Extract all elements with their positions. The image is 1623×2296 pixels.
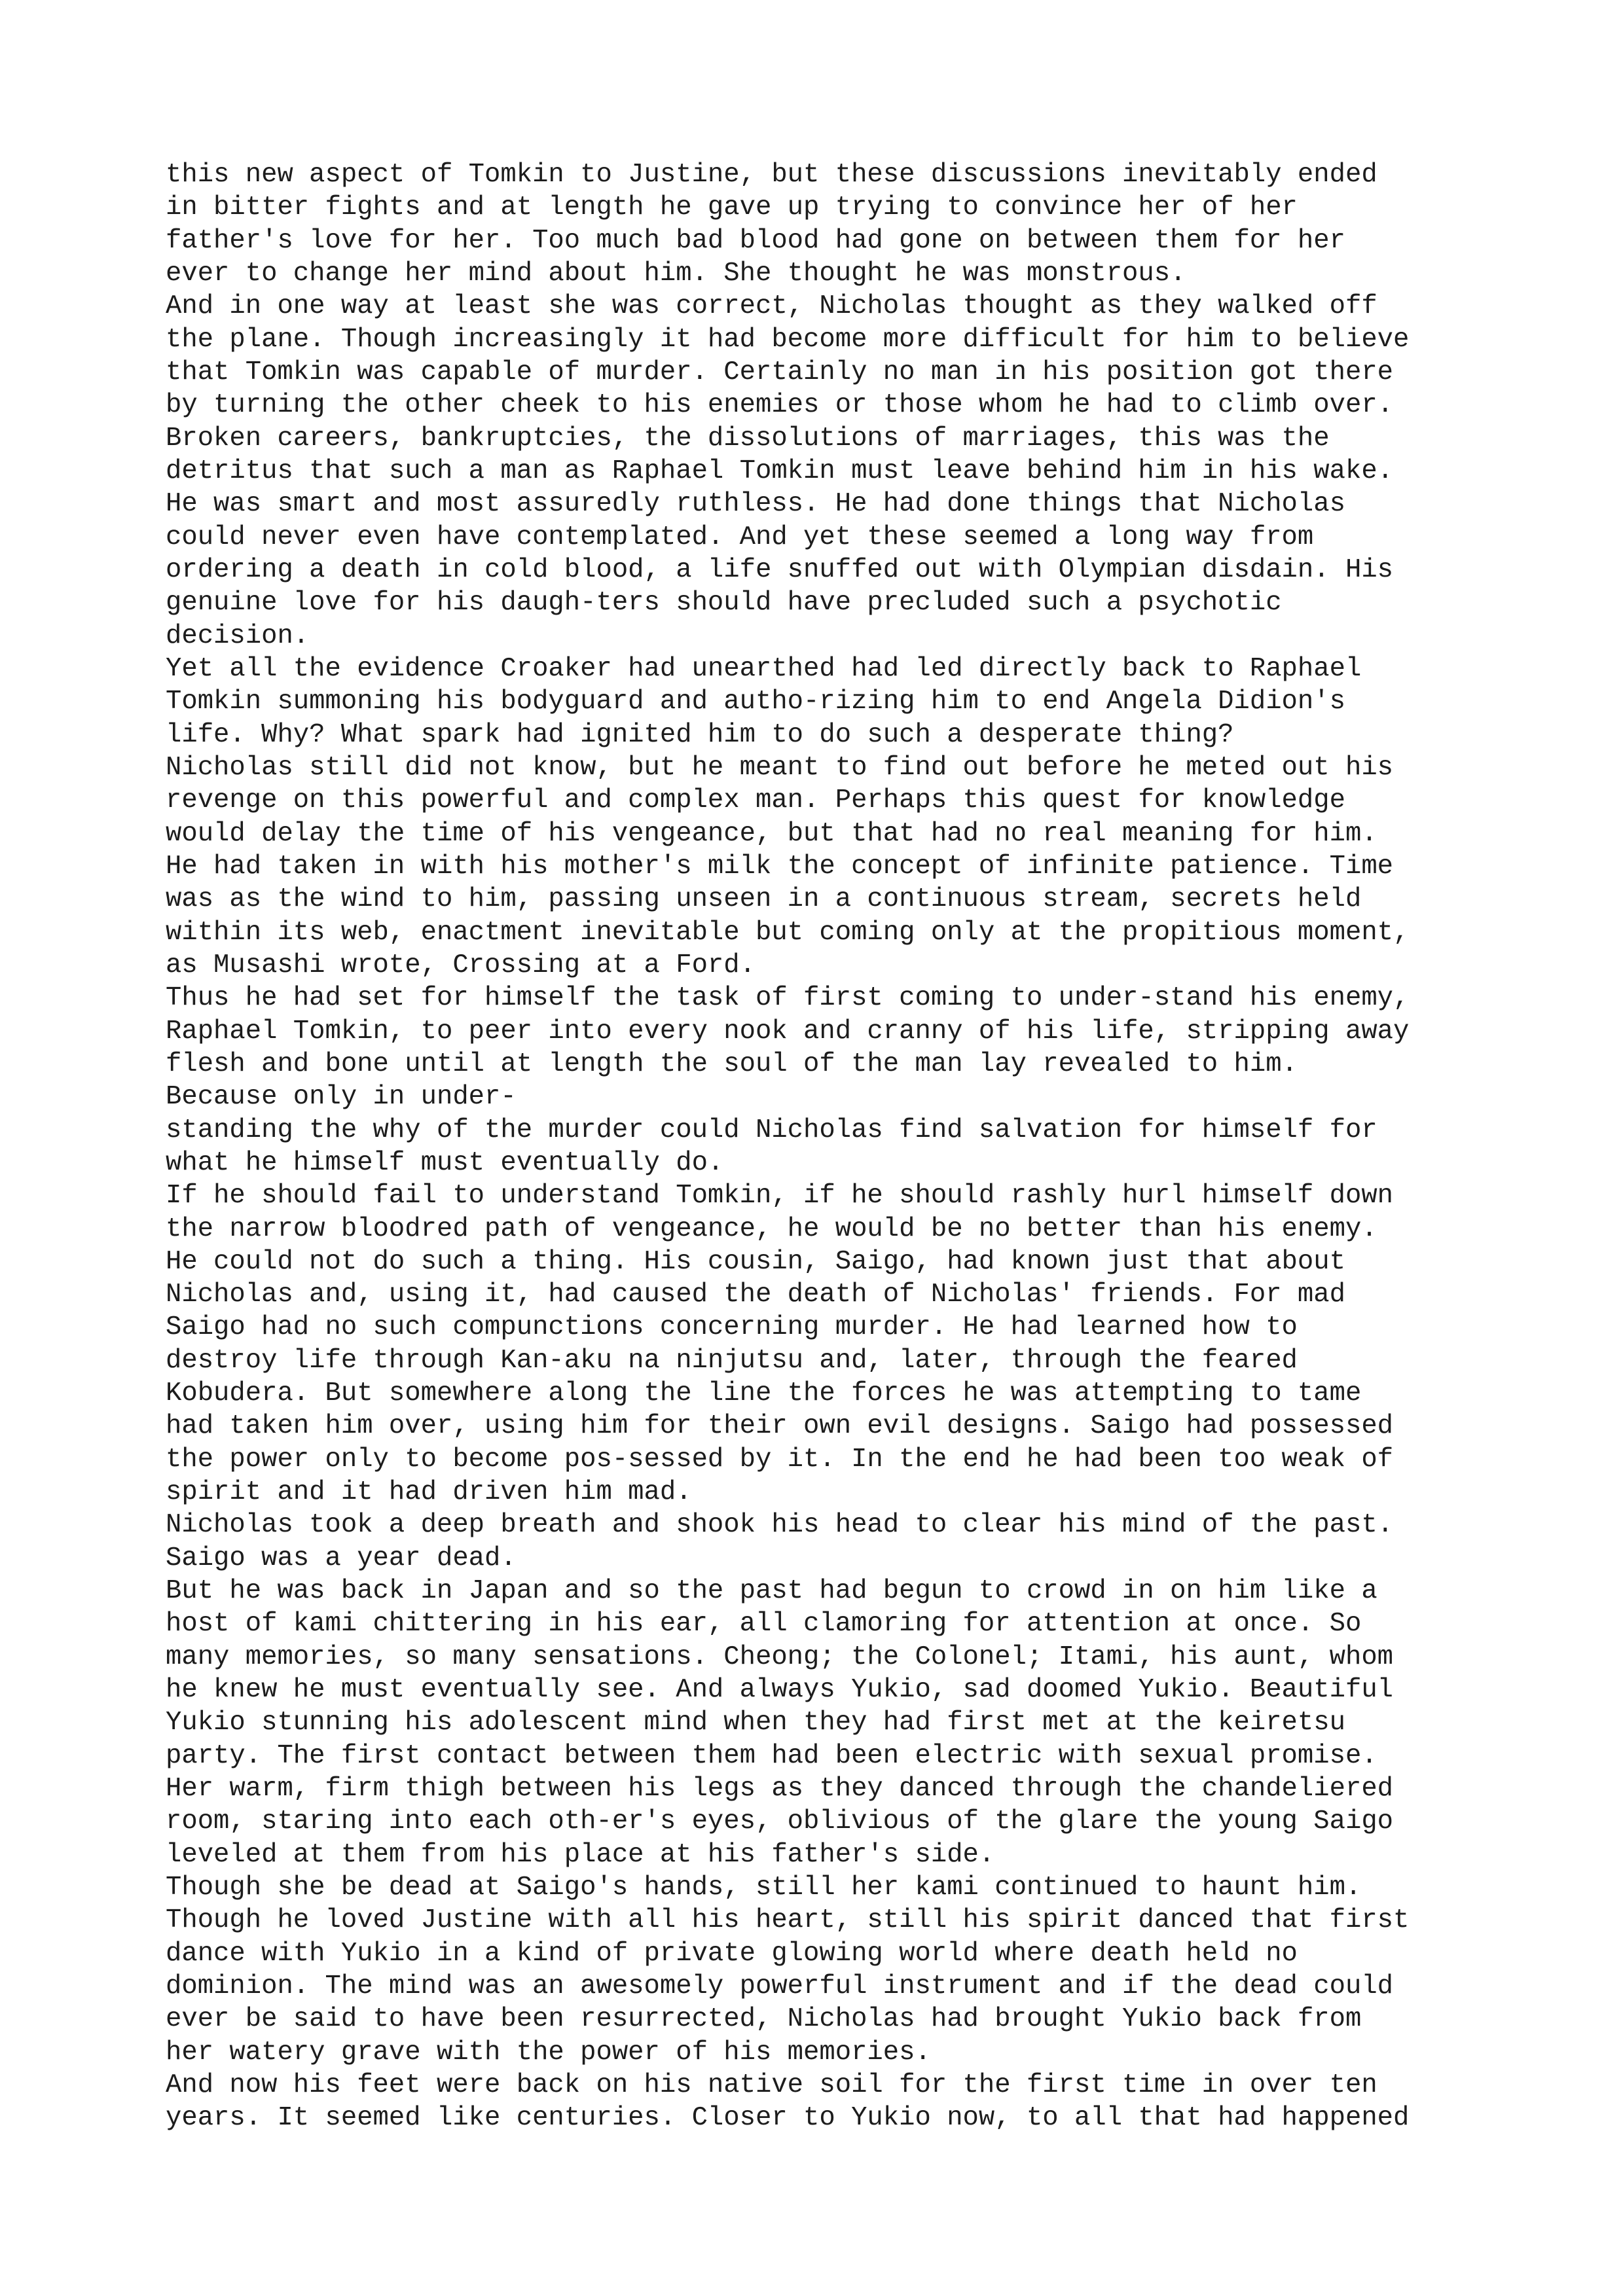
text-line: He could not do such a thing. His cousin, Saigo, had known just that about xyxy=(166,1246,1345,1277)
text-line: revenge on this powerful and complex man. Perhaps this quest for knowledge xyxy=(166,785,1345,816)
text-line: the narrow bloodred path of vengeance, he would be no better than his enemy. xyxy=(166,1213,1377,1244)
text-line: would delay the time of his vengeance, but that had no real meaning for him. xyxy=(166,818,1377,849)
text-line: in bitter fights and at length he gave up trying to convince her of her xyxy=(166,192,1298,223)
text-line: spirit and it had driven him mad. xyxy=(166,1477,692,1508)
text-line: party. The first contact between them had been electric with sexual promise. xyxy=(166,1740,1377,1771)
text-line: But he was back in Japan and so the past had begun to crowd in on him like a xyxy=(166,1576,1377,1607)
text-line: Yukio stunning his adolescent mind when they had first met at the keiretsu xyxy=(166,1708,1345,1738)
text-line: Yet all the evidence Croaker had unearthed had led directly back to Raphael xyxy=(166,653,1362,684)
text-line: as Musashi wrote, Crossing at a Ford. xyxy=(166,950,756,980)
text-line: If he should fail to understand Tomkin, if he should rashly hurl himself down xyxy=(166,1181,1394,1211)
text-line: dance with Yukio in a kind of private glowing world where death held no xyxy=(166,1938,1298,1969)
text-line: many memories, so many sensations. Cheong; the Colonel; Itami, his aunt, whom xyxy=(166,1641,1394,1672)
text-line: Though she be dead at Saigo's hands, still her kami continued to haunt him. xyxy=(166,1873,1362,1903)
text-line: Though he loved Justine with all his heart, still his spirit danced that first xyxy=(166,1905,1410,1936)
text-line: Nicholas took a deep breath and shook his head to clear his mind of the past. xyxy=(166,1510,1394,1541)
text-line: her watery grave with the power of his memories. xyxy=(166,2037,931,2068)
text-line: Saigo had no such compunctions concerning murder. He had learned how to xyxy=(166,1312,1298,1343)
text-line: leveled at them from his place at his father's side. xyxy=(166,1839,995,1870)
text-line: Tomkin summoning his bodyguard and autho-rizing him to end Angela Didion's xyxy=(166,687,1345,717)
text-line: ever be said to have been resurrected, Nicholas had brought Yukio back from xyxy=(166,2004,1362,2035)
text-line: Nicholas still did not know, but he meant to find out before he meted out his xyxy=(166,752,1394,783)
text-line: could never even have contemplated. And yet these seemed a long way from xyxy=(166,522,1314,552)
text-line: this new aspect of Tomkin to Justine, but these discussions inevitably ended xyxy=(166,160,1377,190)
body-text xyxy=(166,158,1606,2135)
text-line: ordering a death in cold blood, a life snuffed out with Olympian disdain. His xyxy=(166,554,1394,585)
text-line: Her warm, firm thigh between his legs as they danced through the chandeliered xyxy=(166,1774,1394,1804)
text-line: standing the why of the murder could Nicholas find salvation for himself for xyxy=(166,1115,1377,1145)
text-line: genuine love for his daugh-ters should have precluded such a psychotic xyxy=(166,588,1282,619)
text-line: father's love for her. Too much bad blood had gone on between them for her xyxy=(166,225,1345,256)
text-line: He was smart and most assuredly ruthless. He had done things that Nicholas xyxy=(166,489,1345,520)
text-line: Nicholas and, using it, had caused the death of Nicholas' friends. For mad xyxy=(166,1280,1345,1310)
text-line: flesh and bone until at length the soul of the man lay revealed to him. xyxy=(166,1049,1298,1079)
text-line: ever to change her mind about him. She thought he was monstrous. xyxy=(166,258,1186,289)
text-line: Saigo was a year dead. xyxy=(166,1543,517,1573)
text-line: had taken him over, using him for their own evil designs. Saigo had possessed xyxy=(166,1411,1394,1442)
text-line: dominion. The mind was an awesomely powerful instrument and if the dead could xyxy=(166,1971,1394,2002)
text-line: he knew he must eventually see. And always Yukio, sad doomed Yukio. Beautiful xyxy=(166,1675,1394,1706)
text-line: that Tomkin was capable of murder. Certainly no man in his position got there xyxy=(166,357,1394,387)
text-line: He had taken in with his mother's milk the concept of infinite patience. Time xyxy=(166,851,1394,882)
text-line: room, staring into each oth-er's eyes, oblivious of the glare the young Saigo xyxy=(166,1806,1394,1837)
text-line: And in one way at least she was correct, Nicholas thought as they walked off xyxy=(166,291,1377,322)
text-line: Kobudera. But somewhere along the line the forces he was attempting to tame xyxy=(166,1378,1362,1409)
text-line: within its web, enactment inevitable but coming only at the propitious moment, xyxy=(166,917,1410,948)
text-line: destroy life through Kan-aku na ninjutsu and, later, through the feared xyxy=(166,1345,1298,1376)
text-line: by turning the other cheek to his enemies or those whom he had to climb over. xyxy=(166,390,1394,421)
text-line: host of kami chittering in his ear, all clamoring for attention at once. So xyxy=(166,1609,1362,1640)
text-line: was as the wind to him, passing unseen in a continuous stream, secrets held xyxy=(166,884,1362,915)
text-line: Raphael Tomkin, to peer into every nook and cranny of his life, stripping away xyxy=(166,1016,1410,1047)
text-line: Broken careers, bankruptcies, the dissolutions of marriages, this was the xyxy=(166,423,1330,454)
text-line: And now his feet were back on his native soil for the first time in over ten xyxy=(166,2070,1377,2101)
text-line: the power only to become pos-sessed by it. In the end he had been too weak of xyxy=(166,1444,1394,1475)
text-line: life. Why? What spark had ignited him to do such a desperate thing? xyxy=(166,719,1234,750)
text-line: the plane. Though increasingly it had become more difficult for him to believe xyxy=(166,324,1410,355)
text-line: Thus he had set for himself the task of first coming to under-stand his enemy, xyxy=(166,983,1410,1014)
text-line: Because only in under- xyxy=(166,1082,517,1113)
text-line: what he himself must eventually do. xyxy=(166,1147,724,1178)
text-line: decision. xyxy=(166,620,310,651)
text-line: detritus that such a man as Raphael Tomkin must leave behind him in his wake. xyxy=(166,456,1394,486)
text-line: years. It seemed like centuries. Closer to Yukio now, to all that had happened xyxy=(166,2103,1410,2134)
